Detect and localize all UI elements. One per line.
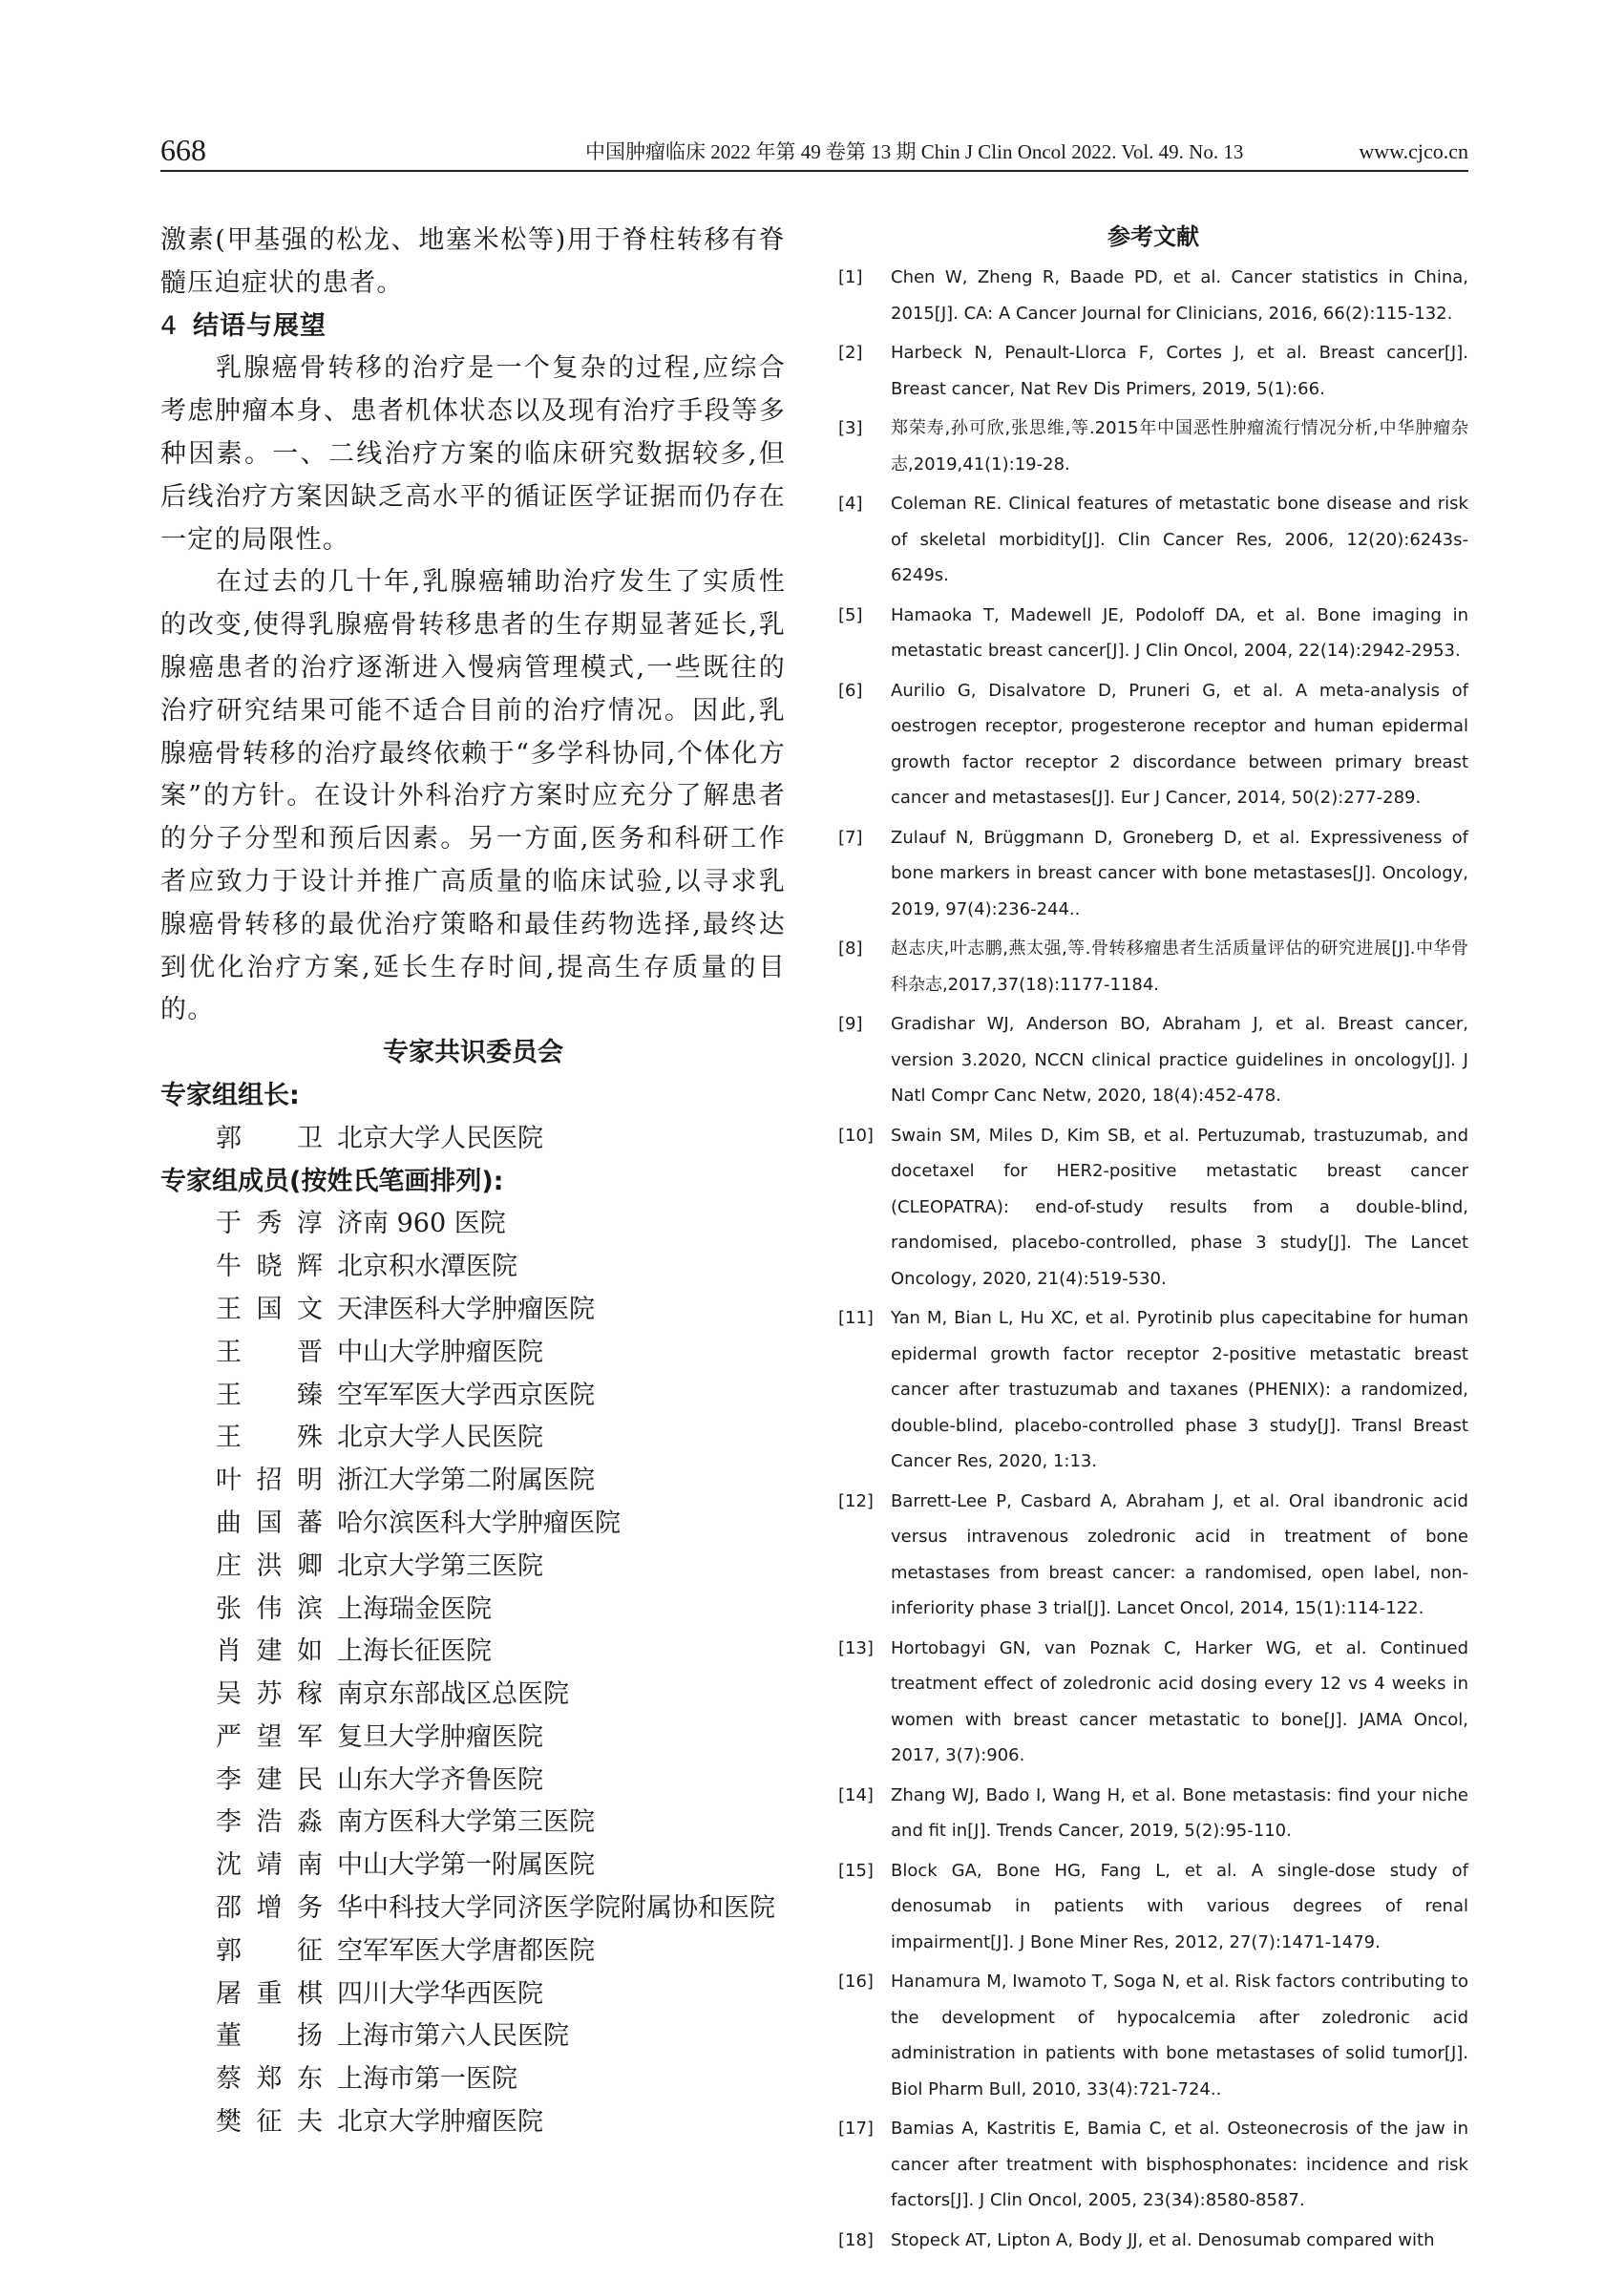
member-institution: 上海长征医院 [337, 1636, 492, 1667]
leader-name: 郭卫 [216, 1123, 323, 1153]
member-list [160, 1203, 786, 2144]
member-institution: 空军军医大学唐都医院 [337, 1935, 595, 1966]
member-name: 王臻 [216, 1380, 323, 1410]
reference-text: Hortobagyi GN, van Poznak C, Harker WG, et al. Continued treatment effect of zoledronic acid dosing every 12 vs 4 weeks in women with breast cancer metastatic to bone[J]. JAMA Oncol, 2017, 3(7):906. [891, 1637, 1468, 1765]
reference-text: Zulauf N, Brüggmann D, Groneberg D, et al. Expressiveness of bone markers in breast cancer with bone metastases[J]. Oncology, 2019, 97(4):236-244.. [891, 827, 1468, 919]
member-entry [160, 2015, 786, 2058]
member-institution: 空军军医大学西京医院 [337, 1380, 595, 1410]
reference-item [838, 1484, 1468, 1627]
reference-text: Bamias A, Kastritis E, Bamia C, et al. Osteonecrosis of the jaw in cancer after treatment with bisphosphonates: incidence and risk factors[J]. J Clin Oncol, 2005, 23(34):8580-8587. [891, 2119, 1468, 2210]
page-number: 668 [160, 133, 206, 167]
member-entry [160, 1246, 786, 1289]
member-institution: 上海市第六人民医院 [337, 2021, 569, 2052]
member-entry [160, 1631, 786, 1674]
member-entry [160, 1674, 786, 1717]
member-institution: 华中科技大学同济医学院附属协和医院 [337, 1893, 775, 1924]
leader-entry [160, 1118, 786, 1161]
member-institution: 济南 960 医院 [337, 1209, 506, 1239]
member-entry [160, 1417, 786, 1460]
reference-item [838, 1853, 1468, 1961]
member-name: 肖建如 [216, 1636, 323, 1667]
member-name: 曲国蕃 [216, 1508, 323, 1538]
member-name: 沈靖南 [216, 1850, 323, 1881]
member-name: 蔡郑东 [216, 2064, 323, 2095]
member-institution: 复旦大学肿瘤医院 [337, 1721, 543, 1752]
reference-text: 郑荣寿,孙可欣,张思维,等.2015年中国恶性肿瘤流行情况分析,中华肿瘤杂志,2019,41(1):19-28. [891, 418, 1468, 475]
reference-number: [2] [838, 343, 863, 363]
reference-number: [16] [838, 1972, 874, 1992]
member-entry [160, 1845, 786, 1888]
reference-item [838, 2111, 1468, 2219]
member-entry [160, 1802, 786, 1845]
references-title: 参考文献 [1107, 223, 1199, 250]
member-institution: 北京积水潭医院 [337, 1252, 517, 1282]
reference-item [838, 820, 1468, 928]
member-name: 严望军 [216, 1721, 323, 1752]
members-label: 专家组成员(按姓氏笔画排列): [160, 1166, 504, 1196]
reference-item [838, 1300, 1468, 1480]
reference-number: [18] [838, 2229, 874, 2250]
paragraph-1: 乳腺癌骨转移的治疗是一个复杂的过程,应综合考虑肿瘤本身、患者机体状态以及现有治疗手段等多种因素。一、二线治疗方案的临床研究数据较多,但后线治疗方案因缺乏高水平的循证医学证据而仍存在一定的局限性。 [160, 353, 786, 555]
journal-website: www.cjco.cn [1359, 139, 1468, 163]
reference-text: 赵志庆,叶志鹏,燕太强,等.骨转移瘤患者生活质量评估的研究进展[J].中华骨科杂志,2017,37(18):1177-1184. [891, 939, 1468, 995]
reference-text: Hanamura M, Iwamoto T, Soga N, et al. Risk factors contributing to the development of hypocalcemia after zoledronic acid administration in patients with bone metastases of solid tumor[J]. Biol Pharm Bull, 2010, 33(4):721-724.. [891, 1972, 1468, 2099]
paragraph-2: 在过去的几十年,乳腺癌辅助治疗发生了实质性的改变,使得乳腺癌骨转移患者的生存期显著延长,乳腺癌患者的治疗逐渐进入慢病管理模式,一些既往的治疗研究结果可能不适合目前的治疗情况。因此,乳腺癌骨转移的治疗最终依赖于“多学科协同,个体化方案”的方针。在设计外科治疗方案时应充分了解患者的分子分型和预后因素。另一方面,医务和科研工作者应致力于设计并推广高质量的临床试验,以寻求乳腺癌骨转移的最优治疗策略和最佳药物选择,最终达到优化治疗方案,延长生存时间,提高生存质量的目的。 [160, 567, 786, 1025]
reference-item [838, 931, 1468, 1002]
member-institution: 北京大学人民医院 [337, 1423, 543, 1453]
reference-number: [9] [838, 1014, 863, 1034]
reference-number: [15] [838, 1860, 874, 1881]
committee-title: 专家共识委员会 [383, 1038, 563, 1068]
member-institution: 南方医科大学第三医院 [337, 1807, 595, 1838]
reference-item [838, 673, 1468, 816]
reference-number: [13] [838, 1637, 874, 1658]
member-name: 庄洪卿 [216, 1550, 323, 1581]
reference-number: [8] [838, 939, 863, 959]
member-entry [160, 2058, 786, 2101]
leader-label: 专家组组长: [160, 1080, 300, 1110]
member-name: 李建民 [216, 1764, 323, 1795]
member-entry [160, 1375, 786, 1418]
right-column [838, 220, 1468, 2262]
reference-text: Yan M, Bian L, Hu XC, et al. Pyrotinib plus capecitabine for human epidermal growth factor receptor 2-positive metastatic breast cancer after trastuzumab and taxanes (PHENIX): a randomized, double-blind, placebo-controlled phase 3 study[J]. Transl Breast Cancer Res, 2020, 1:13. [891, 1308, 1468, 1471]
reference-text: Coleman RE. Clinical features of metastatic bone disease and risk of skeletal morbidity[J]. Clin Cancer Res, 2006, 12(20):6243s-6249s. [891, 494, 1468, 585]
member-name: 王殊 [216, 1423, 323, 1453]
member-institution: 北京大学肿瘤医院 [337, 2107, 543, 2138]
reference-text: Barrett-Lee P, Casbard A, Abraham J, et al. Oral ibandronic acid versus intravenous zoledronic acid in treatment of bone metastases from breast cancer: a randomised, open label, non-inferiority phase 3 trial[J]. Lancet Oncol, 2014, 15(1):114-122. [891, 1490, 1468, 1618]
reference-number: [17] [838, 2119, 874, 2139]
member-name: 王国文 [216, 1294, 323, 1324]
reference-item [838, 411, 1468, 482]
member-entry [160, 1289, 786, 1332]
reference-number: [11] [838, 1308, 874, 1328]
member-entry [160, 1760, 786, 1803]
member-name: 郭征 [216, 1935, 323, 1966]
section-title: 结语与展望 [193, 310, 327, 341]
section-heading [160, 306, 786, 348]
reference-text: Harbeck N, Penault-Llorca F, Cortes J, et al. Breast cancer[J]. Breast cancer, Nat Rev Dis Primers, 2019, 5(1):66. [891, 343, 1468, 399]
member-institution: 中山大学肿瘤医院 [337, 1337, 543, 1367]
member-name: 董扬 [216, 2021, 323, 2052]
reference-item [838, 1964, 1468, 2107]
member-entry [160, 1332, 786, 1375]
member-institution: 天津医科大学肿瘤医院 [337, 1294, 595, 1324]
member-entry [160, 1888, 786, 1930]
left-column [160, 220, 786, 2144]
intro-paragraph: 激素(甲基强的松龙、地塞米松等)用于脊柱转移有脊髓压迫症状的患者。 [160, 225, 786, 298]
member-institution: 上海市第一医院 [337, 2064, 517, 2095]
reference-text: Zhang WJ, Bado I, Wang H, et al. Bone metastasis: find your niche and fit in[J]. Trends Cancer, 2019, 5(2):95-110. [891, 1784, 1468, 1841]
member-name: 叶招明 [216, 1466, 323, 1496]
reference-text: Block GA, Bone HG, Fang L, et al. A single-dose study of denosumab in patients with various degrees of renal impairment[J]. J Bone Miner Res, 2012, 27(7):1471-1479. [891, 1860, 1468, 1952]
reference-item [838, 2223, 1468, 2259]
reference-item [838, 1118, 1468, 1297]
member-name: 吴苏稼 [216, 1679, 323, 1710]
reference-item [838, 1778, 1468, 1849]
reference-number: [12] [838, 1490, 874, 1511]
leader-institution: 北京大学人民医院 [337, 1123, 543, 1153]
reference-text: Swain SM, Miles D, Kim SB, et al. Pertuzumab, trastuzumab, and docetaxel for HER2-positive metastatic breast cancer (CLEOPATRA): end-of-study results from a double-blind, randomised, placebo-controlled, phase 3 study[J]. The Lancet Oncology, 2020, 21(4):519-530. [891, 1125, 1468, 1289]
member-name: 王晋 [216, 1337, 323, 1367]
reference-item [838, 1006, 1468, 1114]
reference-text: Aurilio G, Disalvatore D, Pruneri G, et al. A meta-analysis of oestrogen receptor, progesterone receptor and human epidermal growth factor receptor 2 discordance between primary breast cancer and metastases[J]. Eur J Cancer, 2014, 50(2):277-289. [891, 680, 1468, 808]
member-name: 李浩淼 [216, 1807, 323, 1838]
reference-text: Stopeck AT, Lipton A, Body JJ, et al. Denosumab compared with [891, 2229, 1435, 2250]
member-entry [160, 1717, 786, 1760]
reference-text: Hamaoka T, Madewell JE, Podoloff DA, et al. Bone imaging in metastatic breast cancer[J]. J Clin Oncol, 2004, 22(14):2942-2953. [891, 604, 1468, 661]
member-entry [160, 1973, 786, 2016]
running-header [160, 132, 1468, 168]
reference-number: [4] [838, 494, 863, 514]
member-institution: 山东大学齐鲁医院 [337, 1764, 543, 1795]
reference-number: [6] [838, 680, 863, 701]
reference-number: [1] [838, 267, 863, 287]
reference-item [838, 1631, 1468, 1774]
reference-number: [5] [838, 604, 863, 625]
member-name: 樊征夫 [216, 2107, 323, 2138]
reference-text: Gradishar WJ, Anderson BO, Abraham J, et al. Breast cancer, version 3.2020, NCCN clinical practice guidelines in oncology[J]. J Natl Compr Canc Netw, 2020, 18(4):452-478. [891, 1014, 1468, 1106]
reference-item [838, 335, 1468, 407]
header-rule [160, 170, 1468, 172]
reference-number: [3] [838, 418, 863, 438]
reference-number: [10] [838, 1125, 874, 1146]
member-institution: 浙江大学第二附属医院 [337, 1466, 595, 1496]
reference-list [838, 260, 1468, 2258]
member-institution: 四川大学华西医院 [337, 1978, 543, 2009]
member-entry [160, 1203, 786, 1246]
member-entry [160, 2101, 786, 2144]
member-institution: 中山大学第一附属医院 [337, 1850, 595, 1881]
member-name: 牛晓辉 [216, 1252, 323, 1282]
member-institution: 北京大学第三医院 [337, 1550, 543, 1581]
member-name: 屠重棋 [216, 1978, 323, 2009]
reference-item [838, 598, 1468, 669]
member-entry [160, 1460, 786, 1503]
member-institution: 南京东部战区总医院 [337, 1679, 569, 1710]
reference-item [838, 260, 1468, 331]
journal-citation: 中国肿瘤临床 2022 年第 49 卷第 13 期 Chin J Clin Oncol 2022. Vol. 49. No. 13 [585, 140, 1244, 163]
section-number: 4 [160, 310, 179, 341]
member-name: 于秀淳 [216, 1209, 323, 1239]
member-entry [160, 1546, 786, 1589]
member-name: 张伟滨 [216, 1593, 323, 1624]
reference-number: [7] [838, 827, 863, 848]
member-institution: 哈尔滨医科大学肿瘤医院 [337, 1508, 621, 1538]
reference-item [838, 486, 1468, 594]
member-entry [160, 1589, 786, 1632]
reference-text: Chen W, Zheng R, Baade PD, et al. Cancer statistics in China, 2015[J]. CA: A Cancer Journal for Clinicians, 2016, 66(2):115-132. [891, 267, 1468, 324]
member-entry [160, 1503, 786, 1546]
member-institution: 上海瑞金医院 [337, 1593, 492, 1624]
reference-number: [14] [838, 1784, 874, 1805]
member-entry [160, 1930, 786, 1973]
member-name: 邵增务 [216, 1893, 323, 1924]
